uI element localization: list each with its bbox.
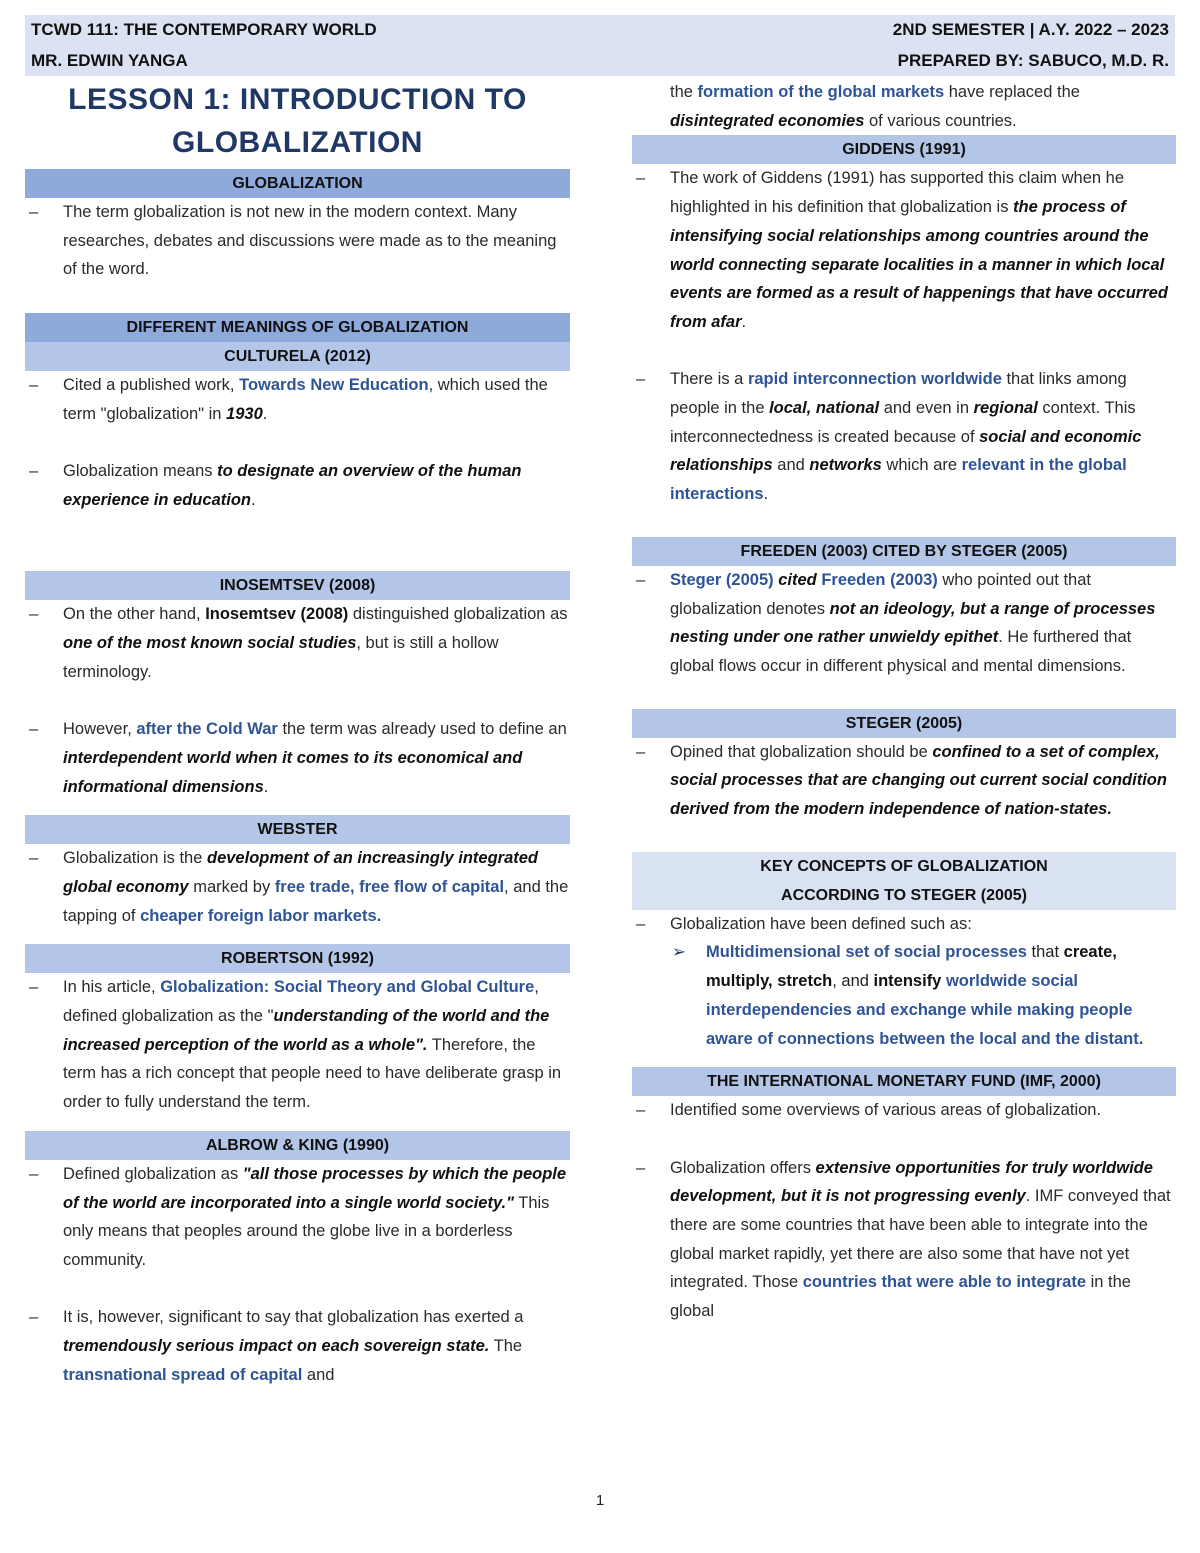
continued-text: the formation of the global markets have replaced the disintegrated economies of various countries. <box>670 83 1080 130</box>
list-item: – In his article, Globalization: Social Theory and Global Culture, defined globalization as the "understanding of the world and the increased perception of the world as a whole". Therefore, the term has a rich concept that people need to have deliberate grasp in order to fully understand the term. <box>29 978 562 1112</box>
section-freeden: FREEDEN (2003) CITED BY STEGER (2005) <box>632 537 1176 566</box>
left-column <box>25 78 570 1389</box>
section-imf: THE INTERNATIONAL MONETARY FUND (IMF, 2000) <box>632 1067 1176 1096</box>
list-item: – Identified some overviews of various areas of globalization. <box>636 1101 1102 1120</box>
list-item: – The term globalization is not new in the modern context. Many researches, debates and discussions were made as to the meaning of the word. <box>29 203 557 279</box>
right-column <box>632 78 1176 1326</box>
list-item: – Cited a published work, Towards New Education, which used the term "globalization" in 1930. <box>29 375 548 423</box>
section-giddens: GIDDENS (1991) <box>632 135 1176 164</box>
section-robertson: ROBERTSON (1992) <box>25 944 570 973</box>
list-item: – Globalization means to designate an overview of the human experience in education. <box>29 461 522 509</box>
section-inosemtsev: INOSEMTSEV (2008) <box>25 571 570 600</box>
lesson-title: LESSON 1: INTRODUCTION TO GLOBALIZATION <box>68 83 527 159</box>
semester-label: 2ND SEMESTER | A.Y. 2022 – 2023 <box>892 20 1169 39</box>
list-item: – The work of Giddens (1991) has supported this claim when he highlighted in his definition that globalization is the process of intensifying social relationships among countries around the world connecting separate localities in a manner in which local events are formed as a result of happenings that have occurred from afar. <box>636 169 1168 331</box>
list-item: – Globalization have been defined such as: <box>636 914 972 933</box>
section-key-concepts: KEY CONCEPTS OF GLOBALIZATION ACCORDING TO STEGER (2005) <box>632 852 1176 910</box>
section-albrow-king: ALBROW & KING (1990) <box>25 1131 570 1160</box>
section-webster: WEBSTER <box>25 815 570 844</box>
list-item: – Globalization offers extensive opportunities for truly worldwide development, but it is not progressing evenly. IMF conveyed that there are some countries that have been able to integrate into the global market rapidly, yet there are also some that have not yet integrated. Those countries that were able to integrate in the global <box>636 1158 1171 1321</box>
list-item: – Steger (2005) cited Freeden (2003) who pointed out that globalization denotes not an ideology, but a range of processes nesting under one rather unwieldy epithet. He furthered that global flows occur in different physical and mental dimensions. <box>636 570 1156 675</box>
section-globalization: GLOBALIZATION <box>25 169 570 198</box>
instructor-name: MR. EDWIN YANGA <box>31 51 188 70</box>
list-item: – Defined globalization as "all those processes by which the people of the world are incorporated into a single world society." This only means that peoples around the globe live in a borderless community. <box>29 1164 567 1269</box>
list-item: – It is, however, significant to say that globalization has exerted a tremendously serious impact on each sovereign state. The transnational spread of capital and <box>29 1308 524 1384</box>
section-culturela: CULTURELA (2012) <box>25 342 570 371</box>
course-title: TCWD 111: THE CONTEMPORARY WORLD <box>31 20 377 39</box>
list-item: – There is a rapid interconnection worldwide that links among people in the local, national and even in regional context. This interconnectedness is created because of social and economic relationships and networks which are relevant in the global interactions. <box>636 370 1142 504</box>
list-item: – On the other hand, Inosemtsev (2008) distinguished globalization as one of the most known social studies, but is still a hollow terminology. <box>29 605 568 681</box>
arrow-bullet-icon: ➢ <box>672 943 686 962</box>
list-item: – Globalization is the development of an increasingly integrated global economy marked by free trade, free flow of capital, and the tapping of cheaper foreign labor markets. <box>29 849 569 925</box>
list-item: – However, after the Cold War the term was already used to define an interdependent world when it comes to its economical and informational dimensions. <box>29 720 567 796</box>
section-meanings: DIFFERENT MEANINGS OF GLOBALIZATION <box>25 313 570 342</box>
section-steger: STEGER (2005) <box>632 709 1176 738</box>
page-number: 1 <box>595 1492 605 1509</box>
prepared-by: PREPARED BY: SABUCO, M.D. R. <box>897 51 1169 70</box>
sub-list-item: ➢ Multidimensional set of social processes that create, multiply, stretch, and intensify worldwide social interdependencies and exchange while making people aware of connections between the local and the distant. <box>632 938 1176 1053</box>
page-header <box>25 15 1175 76</box>
list-item: – Opined that globalization should be confined to a set of complex, social processes that are changing out current social condition derived from the modern independence of nation-states. <box>636 742 1167 819</box>
